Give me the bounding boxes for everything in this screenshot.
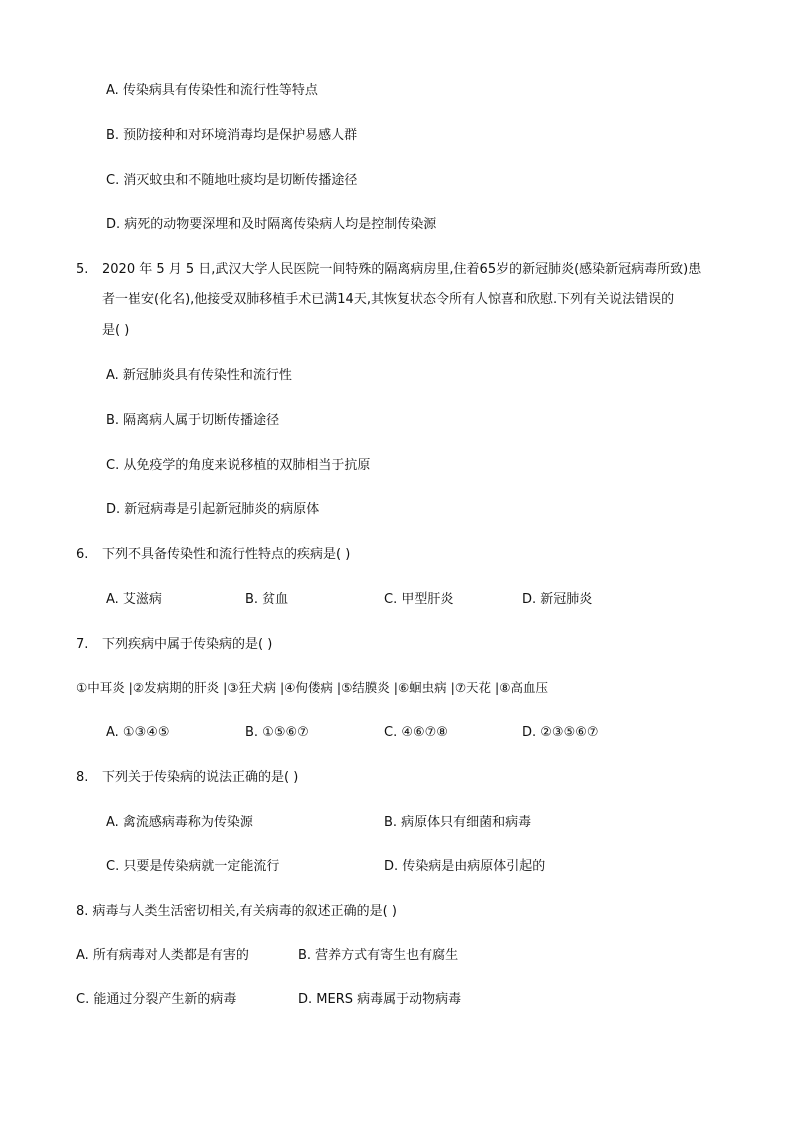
q6-option-c: C. 甲型肝炎: [384, 592, 454, 607]
q8a-option-d: D. 传染病是由病原体引起的: [384, 859, 546, 874]
q4-option-d: D. 病死的动物要深埋和及时隔离传染病人均是控制传染源: [106, 217, 437, 232]
q4-option-c: C. 消灭蚊虫和不随地吐痰均是切断传播途径: [106, 173, 358, 188]
q8a-option-a: A. 禽流感病毒称为传染源: [106, 815, 253, 830]
q5-stem-line1: 2020 年 5 月 5 日,武汉大学人民医院一间特殊的隔离病房里,住着65岁的新冠肺炎(感染新冠病毒所致)患: [102, 262, 702, 277]
q5-option-a: A. 新冠肺炎具有传染性和流行性: [106, 368, 292, 383]
q6-option-b: B. 贫血: [245, 592, 289, 607]
q7-option-a: A. ①③④⑤: [106, 725, 170, 740]
q8b-option-d: D. MERS 病毒属于动物病毒: [298, 992, 462, 1007]
q7-disease-list: ①中耳炎 |②发病期的肝炎 |③狂犬病 |④佝偻病 |⑤结膜炎 |⑥蛔虫病 |⑦天花 |⑧高血压: [76, 680, 548, 695]
q7-option-b: B. ①⑤⑥⑦: [245, 725, 309, 740]
q5-stem-line3: 是( ): [102, 323, 130, 338]
q8b-stem: 8. 病毒与人类生活密切相关,有关病毒的叙述正确的是( ): [76, 904, 397, 919]
q7-stem: 下列疾病中属于传染病的是( ): [102, 637, 273, 652]
q6-option-d: D. 新冠肺炎: [522, 592, 593, 607]
q8a-option-c: C. 只要是传染病就一定能流行: [106, 859, 280, 874]
q6-stem: 下列不具备传染性和流行性特点的疾病是( ): [102, 547, 351, 562]
q5-option-b: B. 隔离病人属于切断传播途径: [106, 413, 280, 428]
q7-option-c: C. ④⑥⑦⑧: [384, 725, 448, 740]
q8b-option-c: C. 能通过分裂产生新的病毒: [76, 992, 237, 1007]
q8b-option-b: B. 营养方式有寄生也有腐生: [298, 948, 459, 963]
q8a-number: 8.: [76, 770, 89, 785]
q5-number: 5.: [76, 262, 89, 277]
q7-number: 7.: [76, 637, 89, 652]
q4-option-b: B. 预防接种和对环境消毒均是保护易感人群: [106, 128, 358, 143]
q5-option-c: C. 从免疫学的角度来说移植的双肺相当于抗原: [106, 458, 371, 473]
q6-option-a: A. 艾滋病: [106, 592, 162, 607]
q4-option-a: A. 传染病具有传染性和流行性等特点: [106, 83, 318, 98]
q6-number: 6.: [76, 547, 89, 562]
q5-stem-line2: 者一崔安(化名),他接受双肺移植手术已满14天,其恢复状态令所有人惊喜和欣慰.下列有关说法错误的: [102, 292, 675, 307]
q8b-option-a: A. 所有病毒对人类都是有害的: [76, 948, 249, 963]
q8a-option-b: B. 病原体只有细菌和病毒: [384, 815, 532, 830]
q8a-stem: 下列关于传染病的说法正确的是( ): [102, 770, 299, 785]
q7-option-d: D. ②③⑤⑥⑦: [522, 725, 599, 740]
q5-option-d: D. 新冠病毒是引起新冠肺炎的病原体: [106, 502, 320, 517]
